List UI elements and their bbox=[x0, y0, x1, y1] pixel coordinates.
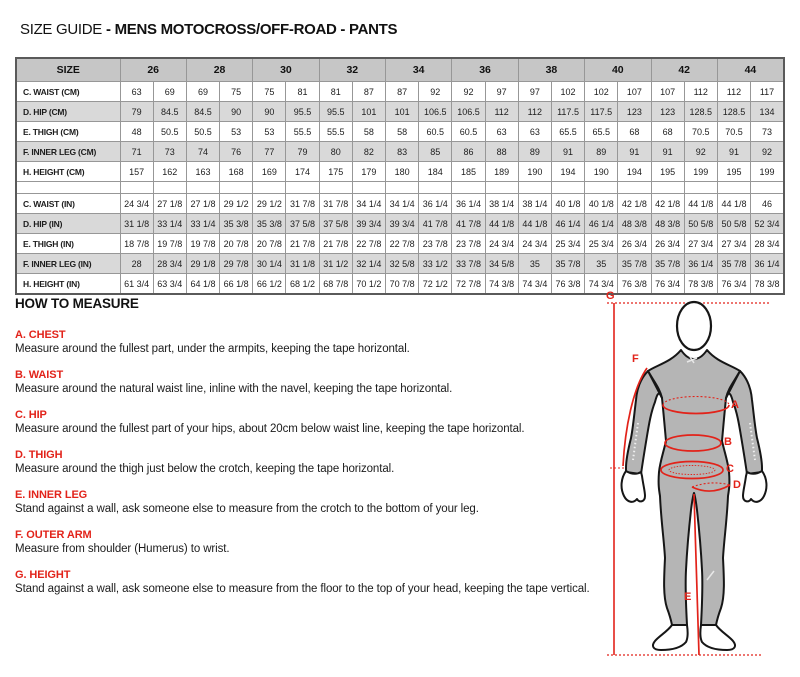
size-value: 34 1/4 bbox=[352, 194, 385, 214]
size-value: 50 5/8 bbox=[717, 214, 750, 234]
size-value: 194 bbox=[618, 162, 651, 182]
size-value: 162 bbox=[153, 162, 186, 182]
size-value: 61 3/4 bbox=[120, 274, 153, 295]
size-value: 20 7/8 bbox=[253, 234, 286, 254]
size-value: 97 bbox=[485, 82, 518, 102]
size-value: 74 3/4 bbox=[585, 274, 618, 295]
figure-label-thigh: D bbox=[733, 479, 741, 491]
size-value: 75 bbox=[253, 82, 286, 102]
size-value: 64 1/8 bbox=[186, 274, 219, 295]
measure-item bbox=[15, 569, 615, 595]
size-value: 21 7/8 bbox=[286, 234, 319, 254]
size-value: 76 3/4 bbox=[717, 274, 750, 295]
size-value: 107 bbox=[651, 82, 684, 102]
size-value: 58 bbox=[352, 122, 385, 142]
size-value: 37 5/8 bbox=[286, 214, 319, 234]
measure-item-text: Measure around the fullest part of your hips, about 20cm below waist line, keeping the tape horizontal. bbox=[15, 423, 525, 435]
measure-item-label: C. HIP bbox=[15, 409, 47, 421]
size-value: 31 1/8 bbox=[120, 214, 153, 234]
size-column-header: 30 bbox=[253, 58, 319, 82]
size-value: 87 bbox=[386, 82, 419, 102]
size-value: 53 bbox=[220, 122, 253, 142]
size-value: 37 5/8 bbox=[319, 214, 352, 234]
size-value: 72 7/8 bbox=[452, 274, 485, 295]
size-value: 180 bbox=[386, 162, 419, 182]
left-foot-shape bbox=[653, 625, 688, 650]
figure-label-outer-arm: F bbox=[632, 353, 639, 365]
size-value: 189 bbox=[485, 162, 518, 182]
figure-label-waist: B bbox=[724, 436, 732, 448]
row-label: D. HIP (IN) bbox=[16, 214, 120, 234]
size-value: 46 bbox=[751, 194, 784, 214]
size-value: 28 3/4 bbox=[751, 234, 784, 254]
size-table-head bbox=[16, 58, 784, 82]
size-value: 29 1/2 bbox=[220, 194, 253, 214]
size-value: 29 1/8 bbox=[186, 254, 219, 274]
size-value: 81 bbox=[286, 82, 319, 102]
size-column-header: 32 bbox=[319, 58, 385, 82]
table-row bbox=[16, 102, 784, 122]
size-value: 70.5 bbox=[684, 122, 717, 142]
size-value: 35 7/8 bbox=[651, 254, 684, 274]
size-value: 31 1/8 bbox=[286, 254, 319, 274]
measure-item-text: Stand against a wall, ask someone else to measure from the crotch to the bottom of your leg. bbox=[15, 503, 479, 515]
size-value: 27 1/8 bbox=[153, 194, 186, 214]
measure-item bbox=[15, 529, 615, 555]
size-value: 38 1/4 bbox=[518, 194, 551, 214]
size-value: 24 3/4 bbox=[518, 234, 551, 254]
spacer-row bbox=[16, 182, 784, 194]
size-column-header: 44 bbox=[717, 58, 784, 82]
size-value: 31 7/8 bbox=[286, 194, 319, 214]
size-value: 95.5 bbox=[319, 102, 352, 122]
size-value: 83 bbox=[386, 142, 419, 162]
table-row bbox=[16, 254, 784, 274]
size-value: 66 1/2 bbox=[253, 274, 286, 295]
size-value: 33 7/8 bbox=[452, 254, 485, 274]
size-value: 50 5/8 bbox=[684, 214, 717, 234]
row-label: D. HIP (CM) bbox=[16, 102, 120, 122]
size-value: 70.5 bbox=[717, 122, 750, 142]
table-row bbox=[16, 214, 784, 234]
size-value: 34 5/8 bbox=[485, 254, 518, 274]
size-value: 46 1/4 bbox=[585, 214, 618, 234]
size-value: 55.5 bbox=[319, 122, 352, 142]
size-value: 44 1/8 bbox=[684, 194, 717, 214]
size-column-header: 36 bbox=[452, 58, 518, 82]
size-value: 84.5 bbox=[153, 102, 186, 122]
size-value: 128.5 bbox=[717, 102, 750, 122]
size-value: 184 bbox=[419, 162, 452, 182]
size-column-header: 40 bbox=[585, 58, 651, 82]
size-value: 112 bbox=[684, 82, 717, 102]
measure-list bbox=[15, 329, 615, 595]
table-row bbox=[16, 234, 784, 254]
size-value: 79 bbox=[286, 142, 319, 162]
left-arm-shape bbox=[626, 371, 662, 474]
size-value: 63 bbox=[120, 82, 153, 102]
figure-label-height: G bbox=[606, 290, 615, 302]
size-value: 39 3/4 bbox=[386, 214, 419, 234]
size-value: 90 bbox=[253, 102, 286, 122]
size-value: 78 3/8 bbox=[684, 274, 717, 295]
size-value: 36 1/4 bbox=[452, 194, 485, 214]
size-value: 86 bbox=[452, 142, 485, 162]
size-value: 25 3/4 bbox=[585, 234, 618, 254]
size-value: 76 3/8 bbox=[618, 274, 651, 295]
size-value: 33 1/4 bbox=[186, 214, 219, 234]
size-value: 24 3/4 bbox=[485, 234, 518, 254]
size-value: 32 5/8 bbox=[386, 254, 419, 274]
size-value: 48 3/8 bbox=[651, 214, 684, 234]
size-value: 123 bbox=[618, 102, 651, 122]
size-value: 41 7/8 bbox=[452, 214, 485, 234]
size-value: 53 bbox=[253, 122, 286, 142]
size-value: 195 bbox=[651, 162, 684, 182]
right-foot-shape bbox=[700, 625, 735, 650]
size-value: 39 3/4 bbox=[352, 214, 385, 234]
size-value: 101 bbox=[352, 102, 385, 122]
measure-item-text: Stand against a wall, ask someone else to measure from the floor to the top of your head, keeping the tape vertical. bbox=[15, 583, 590, 595]
size-value: 70 7/8 bbox=[386, 274, 419, 295]
size-value: 58 bbox=[386, 122, 419, 142]
page-title-prefix: SIZE GUIDE bbox=[20, 21, 103, 38]
how-to-measure-section bbox=[15, 296, 615, 609]
size-value: 157 bbox=[120, 162, 153, 182]
size-column-header: 38 bbox=[518, 58, 584, 82]
size-value: 92 bbox=[452, 82, 485, 102]
size-value: 91 bbox=[651, 142, 684, 162]
size-value: 179 bbox=[352, 162, 385, 182]
size-value: 65.5 bbox=[585, 122, 618, 142]
size-value: 24 3/4 bbox=[120, 194, 153, 214]
measure-item-text: Measure around the thigh just below the crotch, keeping the tape horizontal. bbox=[15, 463, 395, 475]
size-value: 78 3/8 bbox=[751, 274, 784, 295]
size-value: 20 7/8 bbox=[220, 234, 253, 254]
size-value: 92 bbox=[684, 142, 717, 162]
size-value: 36 1/4 bbox=[684, 254, 717, 274]
table-row bbox=[16, 194, 784, 214]
size-value: 27 3/4 bbox=[717, 234, 750, 254]
size-value: 74 3/4 bbox=[518, 274, 551, 295]
size-table-corner: SIZE bbox=[16, 58, 120, 82]
table-row bbox=[16, 122, 784, 142]
size-value: 163 bbox=[186, 162, 219, 182]
size-value: 74 bbox=[186, 142, 219, 162]
size-value: 60.5 bbox=[452, 122, 485, 142]
size-value: 134 bbox=[751, 102, 784, 122]
size-table-body bbox=[16, 82, 784, 295]
size-column-header: 34 bbox=[386, 58, 452, 82]
size-value: 72 1/2 bbox=[419, 274, 452, 295]
size-value: 32 1/4 bbox=[352, 254, 385, 274]
size-value: 34 1/4 bbox=[386, 194, 419, 214]
measure-item bbox=[15, 369, 615, 395]
size-value: 35 7/8 bbox=[618, 254, 651, 274]
size-value: 73 bbox=[751, 122, 784, 142]
size-value: 22 7/8 bbox=[352, 234, 385, 254]
size-value: 195 bbox=[717, 162, 750, 182]
size-table bbox=[15, 57, 785, 295]
size-value: 31 7/8 bbox=[319, 194, 352, 214]
size-value: 77 bbox=[253, 142, 286, 162]
measure-item-label: A. CHEST bbox=[15, 329, 66, 341]
right-hand-shape bbox=[743, 471, 766, 502]
size-value: 35 3/8 bbox=[253, 214, 286, 234]
size-value: 68 1/2 bbox=[286, 274, 319, 295]
body-silhouette bbox=[622, 302, 767, 650]
size-value: 63 bbox=[485, 122, 518, 142]
row-label: E. THIGH (CM) bbox=[16, 122, 120, 142]
size-value: 79 bbox=[120, 102, 153, 122]
size-value: 69 bbox=[153, 82, 186, 102]
measure-item bbox=[15, 489, 615, 515]
measure-item-text: Measure around the natural waist line, inline with the navel, keeping the tape horizontal. bbox=[15, 383, 453, 395]
size-value: 70 1/2 bbox=[352, 274, 385, 295]
size-value: 123 bbox=[651, 102, 684, 122]
measure-item bbox=[15, 409, 615, 435]
size-value: 44 1/8 bbox=[717, 194, 750, 214]
size-value: 48 bbox=[120, 122, 153, 142]
row-label: H. HEIGHT (IN) bbox=[16, 274, 120, 295]
size-value: 91 bbox=[717, 142, 750, 162]
size-value: 190 bbox=[518, 162, 551, 182]
size-value: 74 3/8 bbox=[485, 274, 518, 295]
page-title-main: - MENS MOTOCROSS/OFF-ROAD - PANTS bbox=[106, 21, 398, 38]
size-value: 60.5 bbox=[419, 122, 452, 142]
size-value: 69 bbox=[186, 82, 219, 102]
size-value: 23 7/8 bbox=[452, 234, 485, 254]
measurement-figure bbox=[593, 288, 798, 668]
size-value: 75 bbox=[220, 82, 253, 102]
size-value: 85 bbox=[419, 142, 452, 162]
size-value: 89 bbox=[518, 142, 551, 162]
size-value: 35 7/8 bbox=[717, 254, 750, 274]
size-value: 82 bbox=[352, 142, 385, 162]
size-column-header: 28 bbox=[186, 58, 252, 82]
size-value: 27 3/4 bbox=[684, 234, 717, 254]
size-value: 92 bbox=[751, 142, 784, 162]
size-value: 190 bbox=[585, 162, 618, 182]
size-value: 194 bbox=[551, 162, 584, 182]
size-value: 81 bbox=[319, 82, 352, 102]
size-value: 68 bbox=[651, 122, 684, 142]
size-column-header: 26 bbox=[120, 58, 186, 82]
size-value: 19 7/8 bbox=[153, 234, 186, 254]
size-value: 112 bbox=[518, 102, 551, 122]
size-value: 50.5 bbox=[153, 122, 186, 142]
size-value: 175 bbox=[319, 162, 352, 182]
size-value: 40 1/8 bbox=[551, 194, 584, 214]
size-value: 28 3/4 bbox=[153, 254, 186, 274]
size-value: 90 bbox=[220, 102, 253, 122]
size-value: 35 bbox=[518, 254, 551, 274]
figure-label-chest: A bbox=[731, 399, 739, 411]
size-value: 19 7/8 bbox=[186, 234, 219, 254]
head-shape bbox=[677, 302, 711, 350]
row-label: H. HEIGHT (CM) bbox=[16, 162, 120, 182]
measure-item bbox=[15, 449, 615, 475]
size-value: 128.5 bbox=[684, 102, 717, 122]
size-value: 48 3/8 bbox=[618, 214, 651, 234]
size-value: 199 bbox=[751, 162, 784, 182]
size-value: 44 1/8 bbox=[518, 214, 551, 234]
size-value: 91 bbox=[551, 142, 584, 162]
size-value: 101 bbox=[386, 102, 419, 122]
size-value: 33 1/2 bbox=[419, 254, 452, 274]
size-value: 30 1/4 bbox=[253, 254, 286, 274]
table-row bbox=[16, 142, 784, 162]
size-value: 26 3/4 bbox=[618, 234, 651, 254]
size-value: 26 3/4 bbox=[651, 234, 684, 254]
table-row bbox=[16, 162, 784, 182]
measure-item-text: Measure from shoulder (Humerus) to wrist. bbox=[15, 543, 230, 555]
how-to-measure-heading: HOW TO MEASURE bbox=[15, 296, 139, 311]
size-value: 185 bbox=[452, 162, 485, 182]
row-label: C. WAIST (IN) bbox=[16, 194, 120, 214]
size-value: 107 bbox=[618, 82, 651, 102]
size-value: 35 3/8 bbox=[220, 214, 253, 234]
size-value: 35 bbox=[585, 254, 618, 274]
size-value: 92 bbox=[419, 82, 452, 102]
size-value: 50.5 bbox=[186, 122, 219, 142]
size-value: 63 bbox=[518, 122, 551, 142]
measure-item-label: E. INNER LEG bbox=[15, 489, 88, 501]
row-label: E. THIGH (IN) bbox=[16, 234, 120, 254]
size-value: 28 bbox=[120, 254, 153, 274]
size-column-header: 42 bbox=[651, 58, 717, 82]
row-label: C. WAIST (CM) bbox=[16, 82, 120, 102]
size-value: 117.5 bbox=[551, 102, 584, 122]
size-value: 40 1/8 bbox=[585, 194, 618, 214]
size-value: 22 7/8 bbox=[386, 234, 419, 254]
size-value: 97 bbox=[518, 82, 551, 102]
size-value: 84.5 bbox=[186, 102, 219, 122]
size-value: 25 3/4 bbox=[551, 234, 584, 254]
size-value: 117 bbox=[751, 82, 784, 102]
size-value: 168 bbox=[220, 162, 253, 182]
size-value: 35 7/8 bbox=[551, 254, 584, 274]
size-value: 65.5 bbox=[551, 122, 584, 142]
measure-item-label: F. OUTER ARM bbox=[15, 529, 92, 541]
size-value: 41 7/8 bbox=[419, 214, 452, 234]
size-value: 18 7/8 bbox=[120, 234, 153, 254]
page-title bbox=[20, 21, 397, 38]
size-value: 38 1/4 bbox=[485, 194, 518, 214]
size-value: 29 7/8 bbox=[220, 254, 253, 274]
size-value: 71 bbox=[120, 142, 153, 162]
size-value: 117.5 bbox=[585, 102, 618, 122]
size-header-row bbox=[16, 58, 784, 82]
size-value: 91 bbox=[618, 142, 651, 162]
size-value: 89 bbox=[585, 142, 618, 162]
left-hand-shape bbox=[622, 471, 645, 502]
size-value: 112 bbox=[717, 82, 750, 102]
measure-item-text: Measure around the fullest part, under the armpits, keeping the tape horizontal. bbox=[15, 343, 410, 355]
size-value: 112 bbox=[485, 102, 518, 122]
size-value: 169 bbox=[253, 162, 286, 182]
size-value: 106.5 bbox=[419, 102, 452, 122]
size-value: 21 7/8 bbox=[319, 234, 352, 254]
figure-label-inner-leg: E bbox=[684, 591, 692, 603]
size-value: 33 1/4 bbox=[153, 214, 186, 234]
size-value: 76 3/8 bbox=[551, 274, 584, 295]
size-value: 87 bbox=[352, 82, 385, 102]
size-value: 68 bbox=[618, 122, 651, 142]
row-label: F. INNER LEG (IN) bbox=[16, 254, 120, 274]
size-value: 63 3/4 bbox=[153, 274, 186, 295]
measure-item-label: B. WAIST bbox=[15, 369, 64, 381]
size-value: 36 1/4 bbox=[419, 194, 452, 214]
right-arm-shape bbox=[726, 371, 762, 474]
size-value: 42 1/8 bbox=[651, 194, 684, 214]
size-value: 95.5 bbox=[286, 102, 319, 122]
size-value: 52 3/4 bbox=[751, 214, 784, 234]
size-value: 73 bbox=[153, 142, 186, 162]
size-value: 55.5 bbox=[286, 122, 319, 142]
measure-item-label: D. THIGH bbox=[15, 449, 63, 461]
size-value: 102 bbox=[551, 82, 584, 102]
size-value: 174 bbox=[286, 162, 319, 182]
size-value: 36 1/4 bbox=[751, 254, 784, 274]
size-value: 42 1/8 bbox=[618, 194, 651, 214]
size-value: 102 bbox=[585, 82, 618, 102]
size-value: 31 1/2 bbox=[319, 254, 352, 274]
measure-item-label: G. HEIGHT bbox=[15, 569, 71, 581]
size-value: 66 1/8 bbox=[220, 274, 253, 295]
size-value: 44 1/8 bbox=[485, 214, 518, 234]
table-row bbox=[16, 82, 784, 102]
figure-label-hip: C bbox=[726, 463, 734, 475]
size-value: 80 bbox=[319, 142, 352, 162]
size-value: 27 1/8 bbox=[186, 194, 219, 214]
size-value: 88 bbox=[485, 142, 518, 162]
size-value: 68 7/8 bbox=[319, 274, 352, 295]
size-value: 106.5 bbox=[452, 102, 485, 122]
size-value: 29 1/2 bbox=[253, 194, 286, 214]
size-value: 23 7/8 bbox=[419, 234, 452, 254]
size-value: 199 bbox=[684, 162, 717, 182]
measure-item bbox=[15, 329, 615, 355]
row-label: F. INNER LEG (CM) bbox=[16, 142, 120, 162]
size-value: 46 1/4 bbox=[551, 214, 584, 234]
size-value: 76 bbox=[220, 142, 253, 162]
size-value: 76 3/4 bbox=[651, 274, 684, 295]
